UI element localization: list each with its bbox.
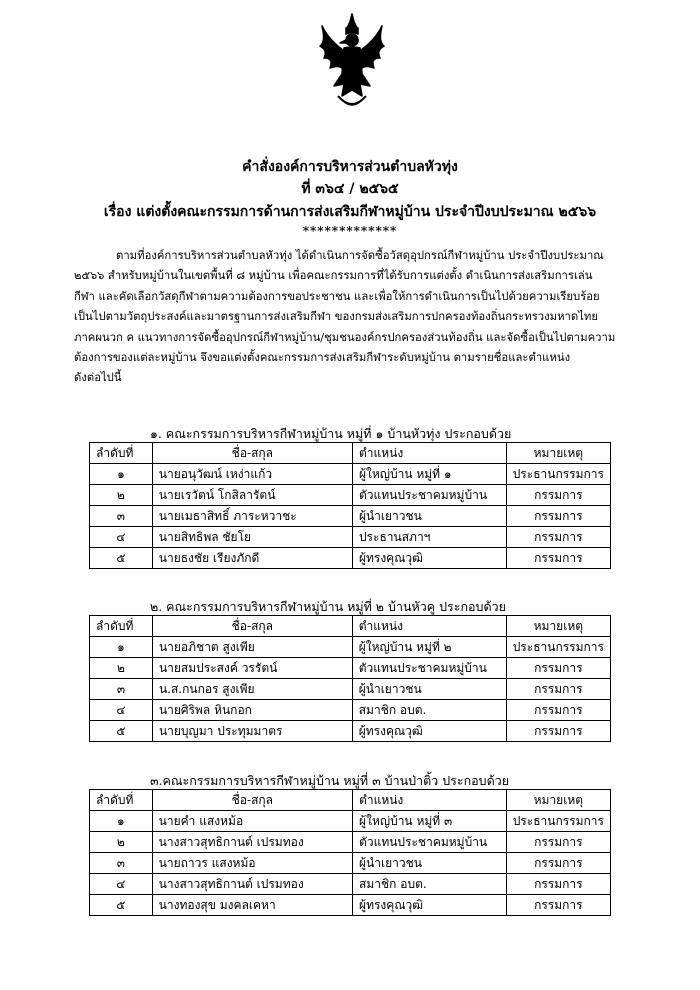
- cell-no: ๒: [90, 832, 153, 853]
- body-line: ดังต่อไปนี้: [74, 371, 122, 385]
- col-header-remark: หมายเหตุ: [506, 616, 610, 637]
- table-row: [90, 721, 611, 742]
- cell-remark: กรรมการ: [506, 548, 610, 569]
- section-1-table: [89, 442, 611, 569]
- order-body: [74, 246, 646, 389]
- cell-name: นายอนุวัฒน์ เหง่าแก้ว: [152, 464, 352, 485]
- cell-position: ตัวแทนประชาคมหมู่บ้าน: [352, 658, 506, 679]
- cell-no: ๔: [90, 700, 153, 721]
- order-title: คำสั่งองค์การบริหารส่วนตำบลหัวทุ่ง: [242, 159, 458, 175]
- cell-remark: กรรมการ: [506, 874, 610, 895]
- cell-position: สมาชิก อบต.: [352, 700, 506, 721]
- cell-no: ๑: [90, 811, 153, 832]
- cell-name: น.ส.กนกอร สูงเพีย: [152, 679, 352, 700]
- table-row: [90, 464, 611, 485]
- cell-no: ๕: [90, 721, 153, 742]
- cell-position: ผู้ทรงคุณวุฒิ: [352, 548, 506, 569]
- cell-remark: กรรมการ: [506, 853, 610, 874]
- section-3-title: ๓.คณะกรรมการบริหารกีฬาหมู่บ้าน หมู่ที่ ๓ บ้านป่าติ้ว ประกอบด้วย: [150, 773, 510, 788]
- body-line: ๒๕๖๖ สำหรับหมู่บ้านในเขตพื้นที่ ๘ หมู่บ้าน เพื่อคณะกรรมการที่ได้รับการแต่งตั้ง ดำเนินการส่งเสริมการเล่น: [74, 269, 593, 283]
- cell-remark: กรรมการ: [506, 832, 610, 853]
- cell-name: นางสาวสุทธิกานต์ เปรมทอง: [152, 832, 352, 853]
- cell-position: ผู้ทรงคุณวุฒิ: [353, 895, 507, 916]
- table-row: [90, 548, 611, 569]
- cell-no: ๔: [90, 527, 153, 548]
- table-row: [90, 853, 611, 874]
- body-line: ต้องการของแต่ละหมู่บ้าน จึงขอแต่งตั้งคณะกรรมการส่งเสริมกีฬาระดับหมู่บ้าน ตามรายชื่อและตำแหน่ง: [74, 351, 571, 365]
- table-row: [90, 700, 611, 721]
- cell-remark: ประธานกรรมการ: [506, 811, 610, 832]
- body-line: กีฬา และคัดเลือกวัสดุกีฬาตามความต้องการขอประชาชน และเพื่อให้การดำเนินการเป็นไปด้วยความเรียบร้อย: [74, 289, 600, 303]
- order-subject: เรื่อง แต่งตั้งคณะกรรมการด้านการส่งเสริมกีฬาหมู่บ้าน ประจำปีงบประมาณ ๒๕๖๖: [103, 204, 597, 220]
- cell-position: ผู้นำเยาวชน: [353, 853, 507, 874]
- cell-no: ๒: [90, 485, 153, 506]
- cell-no: ๒: [90, 658, 153, 679]
- cell-name: นายถาวร แสงหม้อ: [152, 853, 352, 874]
- body-line: ภาคผนวก ค แนวทางการจัดซื้ออุปกรณ์กีฬาหมู่บ้าน/ชุมชนองค์กรปกครองส่วนท้องถิ่น และจัดซื้อเป็นไปตามความ: [74, 330, 616, 344]
- cell-position: ผู้ใหญ่บ้าน หมู่ที่ ๑: [352, 464, 506, 485]
- col-header-no: ลำดับที่: [90, 443, 153, 464]
- cell-name: นายสิทธิพล ชัยโย: [152, 527, 352, 548]
- cell-name: นายอภิชาต สูงเพีย: [152, 637, 352, 658]
- cell-no: ๕: [90, 895, 153, 916]
- cell-remark: ประธานกรรมการ: [506, 464, 610, 485]
- garuda-emblem-icon: [316, 12, 388, 112]
- cell-position: ผู้ใหญ่บ้าน หมู่ที่ ๒: [352, 637, 506, 658]
- cell-remark: ประธานกรรมการ: [506, 637, 610, 658]
- cell-remark: กรรมการ: [506, 527, 610, 548]
- order-number: ที่ ๓๖๔ / ๒๕๖๕: [301, 181, 399, 197]
- table-row: [90, 895, 611, 916]
- cell-position: ประธานสภาฯ: [352, 527, 506, 548]
- cell-position: สมาชิก อบต.: [353, 874, 507, 895]
- col-header-no: ลำดับที่: [90, 616, 153, 637]
- col-header-name: ชื่อ-สกุล: [152, 616, 352, 637]
- cell-no: ๕: [90, 548, 153, 569]
- col-header-name: ชื่อ-สกุล: [152, 443, 352, 464]
- cell-position: ผู้นำเยาวชน: [352, 506, 506, 527]
- cell-no: ๑: [90, 464, 153, 485]
- cell-remark: กรรมการ: [506, 679, 610, 700]
- cell-name: นายคำ แสงหม้อ: [152, 811, 352, 832]
- cell-position: ผู้ทรงคุณวุฒิ: [352, 721, 506, 742]
- section-3-table: [89, 789, 611, 916]
- col-header-position: ตำแหน่ง: [352, 443, 506, 464]
- table-row: [90, 527, 611, 548]
- table-row: [90, 832, 611, 853]
- table-row: [90, 506, 611, 527]
- separator-line: *************: [302, 224, 398, 238]
- cell-name: นายสมประสงค์ วรรัตน์: [152, 658, 352, 679]
- table-row: [90, 637, 611, 658]
- table-row: [90, 874, 611, 895]
- cell-remark: กรรมการ: [506, 700, 610, 721]
- cell-no: ๓: [90, 679, 153, 700]
- cell-name: นางสาวสุทธิกานต์ เปรมทอง: [152, 874, 352, 895]
- cell-no: ๓: [90, 853, 153, 874]
- cell-name: นายบุญมา ประทุมมาตร: [152, 721, 352, 742]
- col-header-position: ตำแหน่ง: [353, 790, 507, 811]
- cell-name: นายเมธาสิทธิ์ ภาระหวาชะ: [152, 506, 352, 527]
- cell-remark: กรรมการ: [506, 895, 610, 916]
- cell-no: ๓: [90, 506, 153, 527]
- cell-no: ๔: [90, 874, 153, 895]
- cell-remark: กรรมการ: [506, 721, 610, 742]
- cell-name: นายธงชัย เรียงภักดี: [152, 548, 352, 569]
- cell-name: นายศิริพล หินกอก: [152, 700, 352, 721]
- table-row: [90, 811, 611, 832]
- col-header-position: ตำแหน่ง: [352, 616, 506, 637]
- body-line: ตามที่องค์การบริหารส่วนตำบลหัวทุ่ง ได้ดำเนินการจัดซื้อวัสดุอุปกรณ์กีฬาหมู่บ้าน ประจำปีงบประมาณ: [116, 249, 604, 262]
- cell-no: ๑: [90, 637, 153, 658]
- cell-position: ตัวแทนประชาคมหมู่บ้าน: [352, 485, 506, 506]
- cell-remark: กรรมการ: [506, 506, 610, 527]
- table-header-row: [90, 616, 611, 637]
- col-header-remark: หมายเหตุ: [506, 443, 610, 464]
- table-row: [90, 679, 611, 700]
- table-row: [90, 485, 611, 506]
- section-2-title: ๒. คณะกรรมการบริหารกีฬาหมู่บ้าน หมู่ที่ ๒ บ้านหัวคู ประกอบด้วย: [150, 599, 506, 614]
- col-header-no: ลำดับที่: [90, 790, 153, 811]
- cell-name: นายเรวัตน์ โกสิลารัตน์: [152, 485, 352, 506]
- table-header-row: [90, 443, 611, 464]
- cell-position: ผู้ใหญ่บ้าน หมู่ที่ ๓: [353, 811, 507, 832]
- col-header-name: ชื่อ-สกุล: [152, 790, 352, 811]
- section-2-table: [89, 615, 611, 742]
- cell-name: นางทองสุข มงคลเคหา: [152, 895, 352, 916]
- body-line: เป็นไปตามวัตถุประสงค์และมาตรฐานการส่งเสริมกีฬา ของกรมส่งเสริมการปกครองท้องถิ่นกระทรวงมหาดไทย: [74, 310, 598, 324]
- cell-position: ผู้นำเยาวชน: [352, 679, 506, 700]
- section-1-title: ๑. คณะกรรมการบริหารกีฬาหมู่บ้าน หมู่ที่ ๑ บ้านหัวทุ่ง ประกอบด้วย: [150, 426, 512, 441]
- cell-remark: กรรมการ: [506, 658, 610, 679]
- col-header-remark: หมายเหตุ: [506, 790, 610, 811]
- table-header-row: [90, 790, 611, 811]
- cell-remark: กรรมการ: [506, 485, 610, 506]
- table-row: [90, 658, 611, 679]
- cell-position: ตัวแทนประชาคมหมู่บ้าน: [353, 832, 507, 853]
